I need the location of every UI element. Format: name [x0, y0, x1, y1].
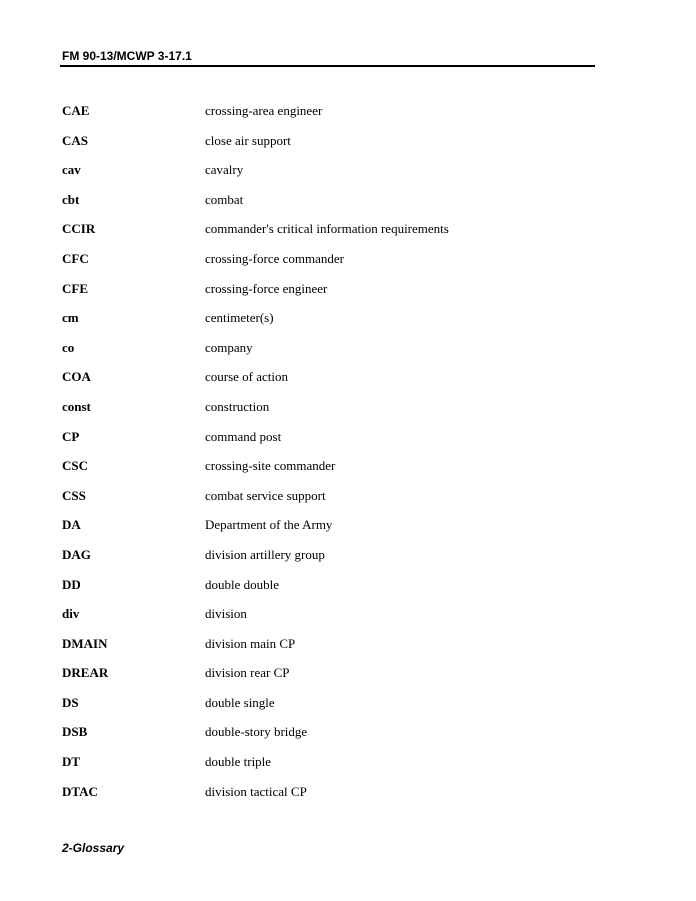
glossary-term: CSS: [62, 487, 86, 503]
glossary-definition: division rear CP: [205, 665, 290, 681]
glossary-term: COA: [62, 369, 91, 385]
glossary-entry: [62, 694, 582, 724]
glossary-entry: [62, 783, 582, 813]
glossary-entry: [62, 546, 582, 576]
glossary-entry: [62, 280, 582, 310]
glossary-definition: division: [205, 606, 247, 622]
glossary-definition: double-story bridge: [205, 724, 308, 740]
glossary-entry: [62, 605, 582, 635]
glossary-term: DS: [62, 694, 79, 710]
glossary-definition: centimeter(s): [205, 310, 274, 326]
glossary-entry: [62, 428, 582, 458]
header-rule: [60, 65, 595, 67]
glossary-definition: Department of the Army: [205, 517, 333, 533]
glossary-definition: combat service support: [205, 487, 326, 503]
glossary-definition: double double: [205, 576, 280, 592]
glossary-entry: [62, 368, 582, 398]
glossary-entry: [62, 220, 582, 250]
glossary-definition: crossing-force engineer: [205, 280, 328, 296]
glossary-entry: [62, 250, 582, 280]
glossary-definition: company: [205, 339, 253, 355]
glossary-definition: combat: [205, 191, 244, 207]
glossary-term: cav: [62, 162, 81, 178]
glossary-term: CAS: [62, 132, 89, 148]
glossary-term: CFC: [62, 250, 89, 266]
glossary-entry: [62, 635, 582, 665]
glossary-term: DAG: [62, 546, 91, 562]
glossary-definition: double single: [205, 694, 275, 710]
glossary-entry: [62, 723, 582, 753]
glossary-entry: [62, 191, 582, 221]
glossary-term: DREAR: [62, 665, 109, 681]
glossary-entry: [62, 664, 582, 694]
glossary-definition: cavalry: [205, 162, 244, 178]
glossary-term: cbt: [62, 191, 80, 207]
glossary-term: CCIR: [62, 221, 96, 237]
glossary-term: div: [62, 606, 80, 622]
glossary-term: DA: [62, 517, 81, 533]
glossary-term: CSC: [62, 458, 89, 474]
glossary-definition: crossing-force commander: [205, 250, 344, 266]
glossary-definition: construction: [205, 398, 270, 414]
glossary-term: CP: [62, 428, 80, 444]
glossary-entry: [62, 576, 582, 606]
page-footer: 2-Glossary: [62, 841, 125, 855]
glossary-term: DTAC: [62, 783, 98, 799]
glossary-entry: [62, 753, 582, 783]
glossary-definition: course of action: [205, 369, 289, 385]
document-header: FM 90-13/MCWP 3-17.1: [62, 49, 192, 63]
glossary-definition: division artillery group: [205, 546, 325, 562]
glossary-list: [62, 102, 582, 812]
glossary-definition: division tactical CP: [205, 783, 307, 799]
glossary-entry: [62, 516, 582, 546]
glossary-definition: division main CP: [205, 635, 296, 651]
glossary-term: DMAIN: [62, 635, 108, 651]
glossary-term: CAE: [62, 103, 90, 118]
glossary-term: DD: [62, 576, 81, 592]
glossary-definition: command post: [205, 428, 282, 444]
glossary-definition: close air support: [205, 132, 291, 148]
glossary-term: CFE: [62, 280, 88, 296]
glossary-entry: [62, 132, 582, 162]
glossary-entry: [62, 161, 582, 191]
glossary-entry: [62, 309, 582, 339]
glossary-term: DT: [62, 754, 81, 770]
glossary-term: const: [62, 398, 91, 414]
glossary-entry: [62, 457, 582, 487]
glossary-term: cm: [62, 310, 79, 326]
glossary-definition: commander's critical information requirements: [205, 221, 449, 237]
glossary-entry: [62, 339, 582, 369]
glossary-entry: [62, 487, 582, 517]
glossary-entry: [62, 102, 582, 132]
glossary-entry: [62, 398, 582, 428]
glossary-term: co: [62, 339, 75, 355]
glossary-definition: crossing-area engineer: [205, 103, 323, 118]
glossary-definition: crossing-site commander: [205, 458, 336, 474]
glossary-term: DSB: [62, 724, 88, 740]
glossary-definition: double triple: [205, 754, 272, 770]
